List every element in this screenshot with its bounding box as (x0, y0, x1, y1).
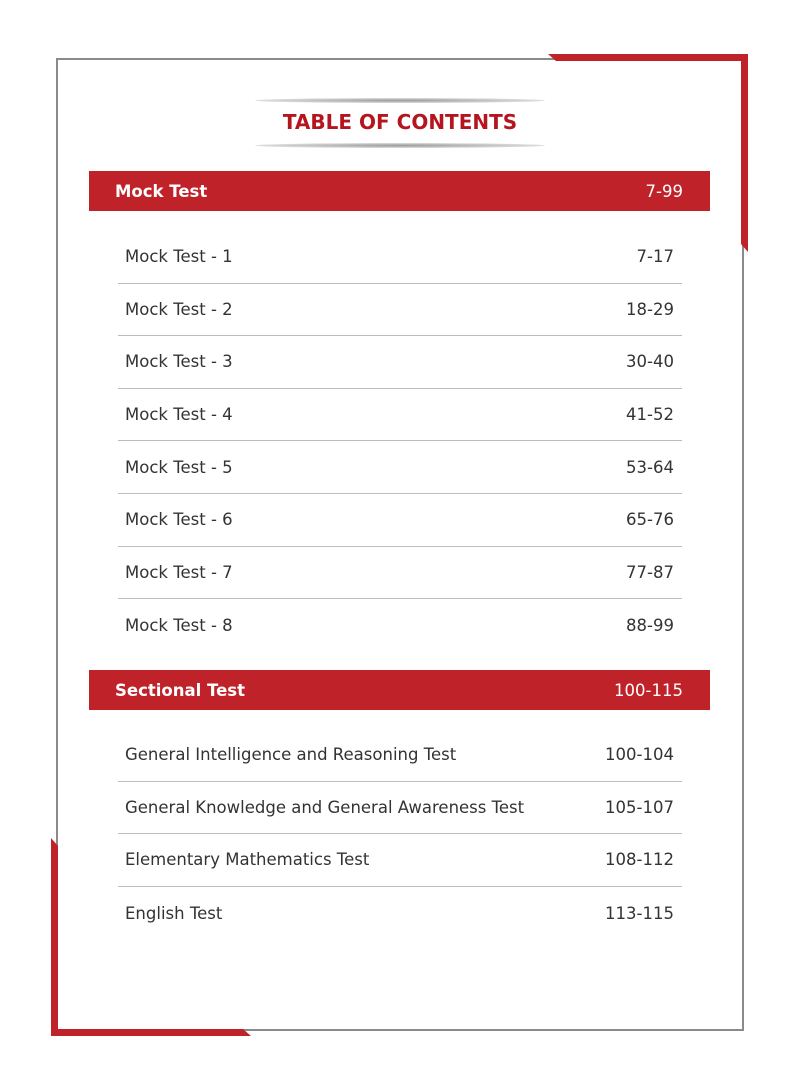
entry-page-range: 65-76 (626, 510, 674, 530)
title-banner (255, 98, 545, 148)
entry-page-range: 7-17 (636, 247, 674, 267)
entry-page-range: 100-104 (605, 745, 674, 765)
toc-entry-english-test[interactable] (118, 887, 682, 940)
section-header-sectional-test[interactable] (89, 670, 710, 710)
corner-accent-left-side (51, 838, 58, 1036)
entry-page-range: 53-64 (626, 457, 674, 477)
toc-entry-mock-test-6[interactable] (118, 494, 682, 547)
corner-accent-top-right (548, 54, 748, 61)
entry-label: General Intelligence and Reasoning Test (125, 745, 457, 765)
entry-page-range: 41-52 (626, 405, 674, 425)
entry-label: Mock Test - 3 (125, 352, 233, 372)
entry-label: Mock Test - 4 (125, 405, 233, 425)
entry-label: Mock Test - 6 (125, 510, 233, 530)
toc-entry-mock-test-7[interactable] (118, 547, 682, 600)
entry-label: Mock Test - 1 (125, 247, 233, 267)
toc-entry-mock-test-5[interactable] (118, 441, 682, 494)
entry-page-range: 108-112 (605, 850, 674, 870)
entry-label: Mock Test - 7 (125, 562, 233, 582)
toc-entry-general-awareness-test[interactable] (118, 782, 682, 835)
entry-page-range: 113-115 (605, 903, 674, 923)
section-page-range: 7-99 (645, 181, 683, 201)
toc-entry-reasoning-test[interactable] (118, 729, 682, 782)
title-divider-bottom (255, 143, 545, 148)
toc-entry-mock-test-2[interactable] (118, 284, 682, 337)
page-title: TABLE OF CONTENTS (282, 110, 518, 134)
entry-label: English Test (125, 903, 223, 923)
entry-page-range: 88-99 (626, 615, 674, 635)
section-title: Mock Test (115, 181, 208, 201)
entry-label: Elementary Mathematics Test (125, 850, 370, 870)
title-divider-top (255, 98, 545, 103)
entry-page-range: 77-87 (626, 562, 674, 582)
section-title: Sectional Test (115, 680, 245, 700)
entry-page-range: 18-29 (626, 299, 674, 319)
entry-label: Mock Test - 5 (125, 457, 233, 477)
toc-entry-mock-test-4[interactable] (118, 389, 682, 442)
toc-entry-mathematics-test[interactable] (118, 834, 682, 887)
corner-accent-bottom-left (51, 1029, 251, 1036)
entry-label: Mock Test - 8 (125, 615, 233, 635)
entry-page-range: 105-107 (605, 797, 674, 817)
section-page-range: 100-115 (614, 680, 683, 700)
toc-entry-mock-test-3[interactable] (118, 336, 682, 389)
entry-page-range: 30-40 (626, 352, 674, 372)
entry-label: Mock Test - 2 (125, 299, 233, 319)
entry-label: General Knowledge and General Awareness Test (125, 797, 525, 817)
toc-entry-mock-test-8[interactable] (118, 599, 682, 652)
section-header-mock-test[interactable] (89, 171, 710, 211)
toc-entry-mock-test-1[interactable] (118, 231, 682, 284)
sectional-test-list (118, 729, 682, 939)
corner-accent-right-side (741, 54, 748, 252)
mock-test-list (118, 231, 682, 652)
